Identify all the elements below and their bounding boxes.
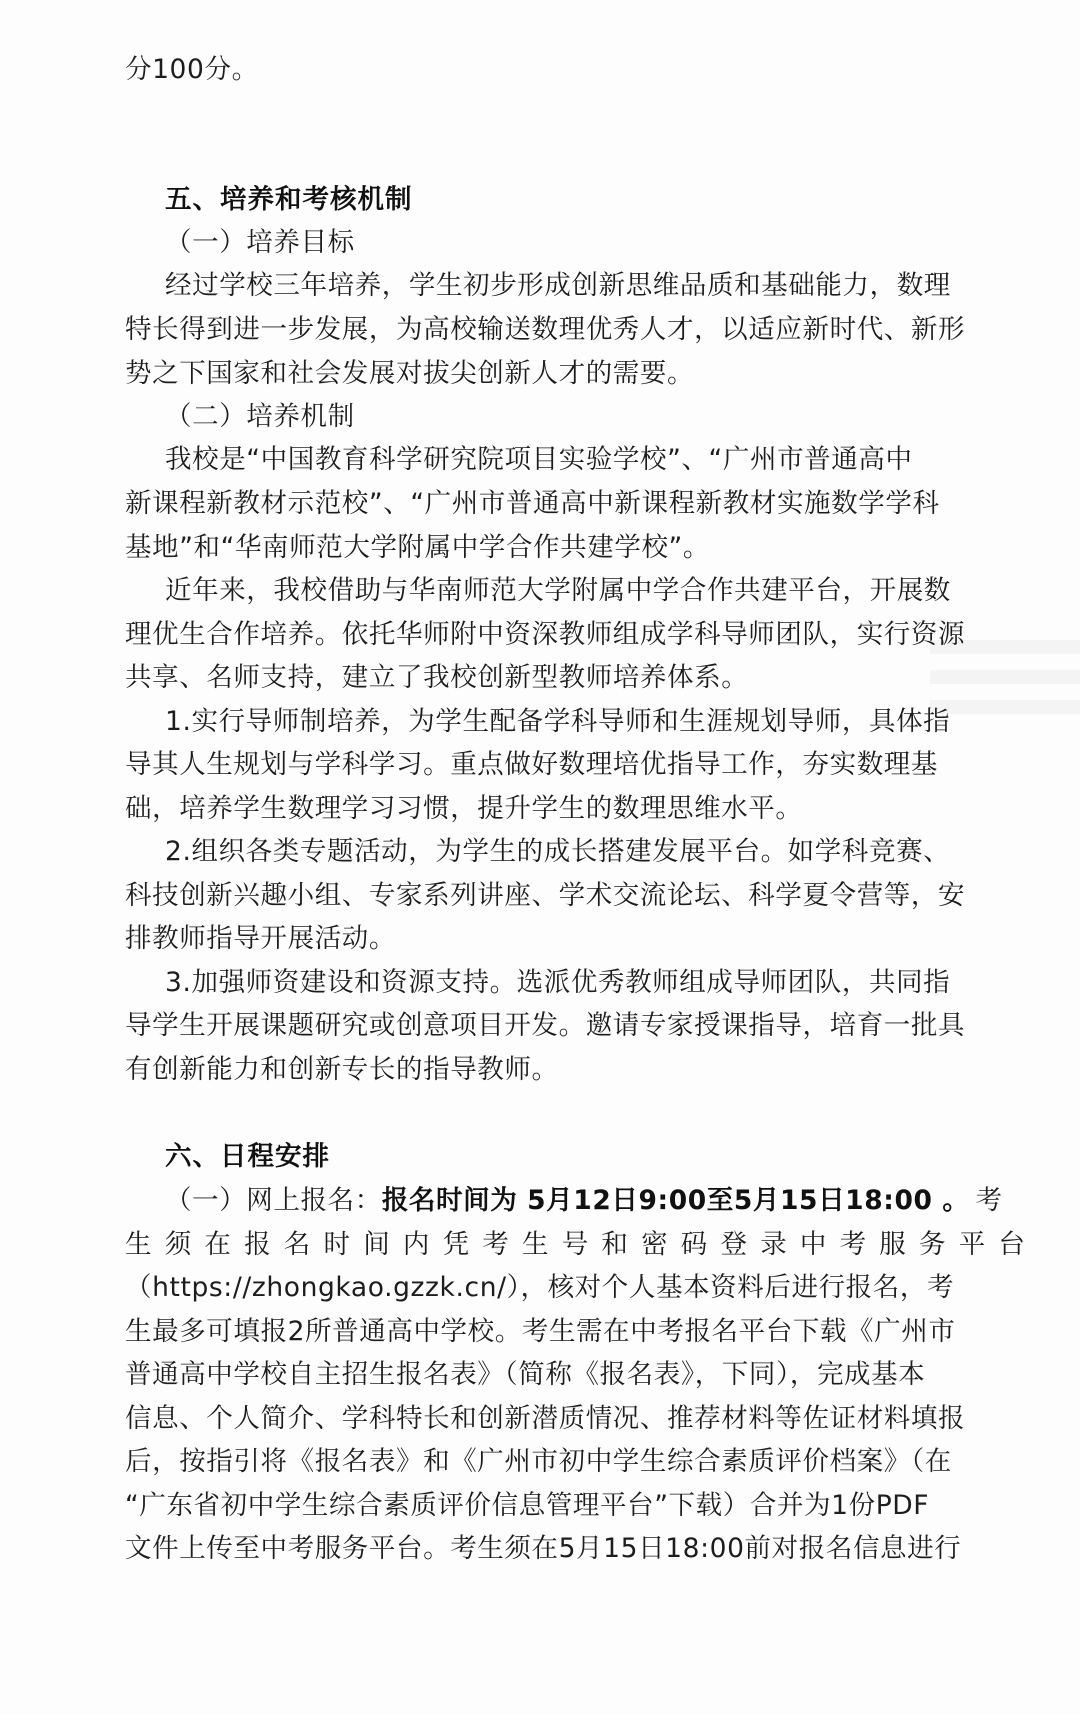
paragraph-line: 特长得到进一步发展，为高校输送数理优秀人才，以适应新时代、新形: [125, 314, 966, 345]
registration-line: [165, 1183, 1003, 1219]
section-heading: 六、日程安排: [165, 1141, 330, 1172]
subsection-heading: （二）培养机制: [165, 401, 355, 432]
platform-url-line: （https://zhongkao.gzzk.cn/），核对个人基本资料后进行报名，考: [125, 1272, 955, 1303]
paragraph-line: 信息、个人简介、学科特长和创新潜质情况、推荐材料等佐证材料填报: [125, 1403, 966, 1434]
paragraph-line: 础，培养学生数理学习习惯，提升学生的数理思维水平。: [125, 793, 803, 824]
paragraph-line: 2.组织各类专题活动，为学生的成长搭建发展平台。如学科竞赛、: [165, 836, 951, 867]
paragraph-line: 近年来，我校借助与华南师范大学附属中学合作共建平台，开展数: [165, 575, 951, 606]
paragraph-line: 理优生合作培养。依托华师附中资深教师组成学科导师团队，实行资源: [125, 619, 966, 650]
paragraph-line: “广东省初中学生综合素质评价信息管理平台”下载）合并为1份PDF: [125, 1490, 930, 1521]
paragraph-line: 3.加强师资建设和资源支持。选派优秀教师组成导师团队，共同指: [165, 967, 951, 998]
registration-label: （一）网上报名：: [165, 1185, 382, 1216]
paragraph-line: 普通高中学校自主招生报名表》（简称《报名表》，下同），完成基本: [125, 1359, 926, 1390]
section-heading: 五、培养和考核机制: [165, 184, 413, 215]
registration-tail: 考: [975, 1185, 1003, 1216]
subsection-heading: （一）培养目标: [165, 227, 355, 258]
paragraph-line: 分100分。: [125, 54, 259, 85]
paragraph-line: 共享、名师支持，建立了我校创新型教师培养体系。: [125, 662, 749, 693]
paragraph-line: 文件上传至中考服务平台。考生须在5月15日18:00前对报名信息进行: [125, 1533, 962, 1564]
paragraph-line: 后，按指引将《报名表》和《广州市初中学生综合素质评价档案》（在: [125, 1446, 952, 1477]
paragraph-line: 势之下国家和社会发展对拔尖创新人才的需要。: [125, 358, 695, 389]
registration-time: 报名时间为 5月12日9:00至5月15日18:00 。: [381, 1185, 970, 1216]
paragraph-line: 科技创新兴趣小组、专家系列讲座、学术交流论坛、科学夏令营等，安: [125, 880, 966, 911]
paragraph-line: 基地”和“华南师范大学附属中学合作共建学校”。: [125, 532, 710, 563]
paragraph-line: 我校是“中国教育科学研究院项目实验学校”、“广州市普通高中: [165, 444, 913, 475]
paragraph-line: 导其人生规划与学科学习。重点做好数理培优指导工作，夯实数理基: [125, 749, 938, 780]
paragraph-line: 生须在报名时间内凭考生号和密码登录中考服务平台: [125, 1229, 1039, 1260]
paragraph-line: 导学生开展课题研究或创意项目开发。邀请专家授课指导，培育一批具: [125, 1010, 966, 1041]
paragraph-line: 排教师指导开展活动。: [125, 923, 396, 954]
paragraph-line: 1.实行导师制培养，为学生配备学科导师和生涯规划导师，具体指: [165, 706, 951, 737]
paragraph-line: 经过学校三年培养，学生初步形成创新思维品质和基础能力，数理: [165, 270, 951, 301]
paragraph-line: 生最多可填报2所普通高中学校。考生需在中考报名平台下载《广州市: [125, 1316, 956, 1347]
paragraph-line: 有创新能力和创新专长的指导教师。: [125, 1054, 559, 1085]
paragraph-line: 新课程新教材示范校”、“广州市普通高中新课程新教材实施数学学科: [125, 488, 940, 519]
